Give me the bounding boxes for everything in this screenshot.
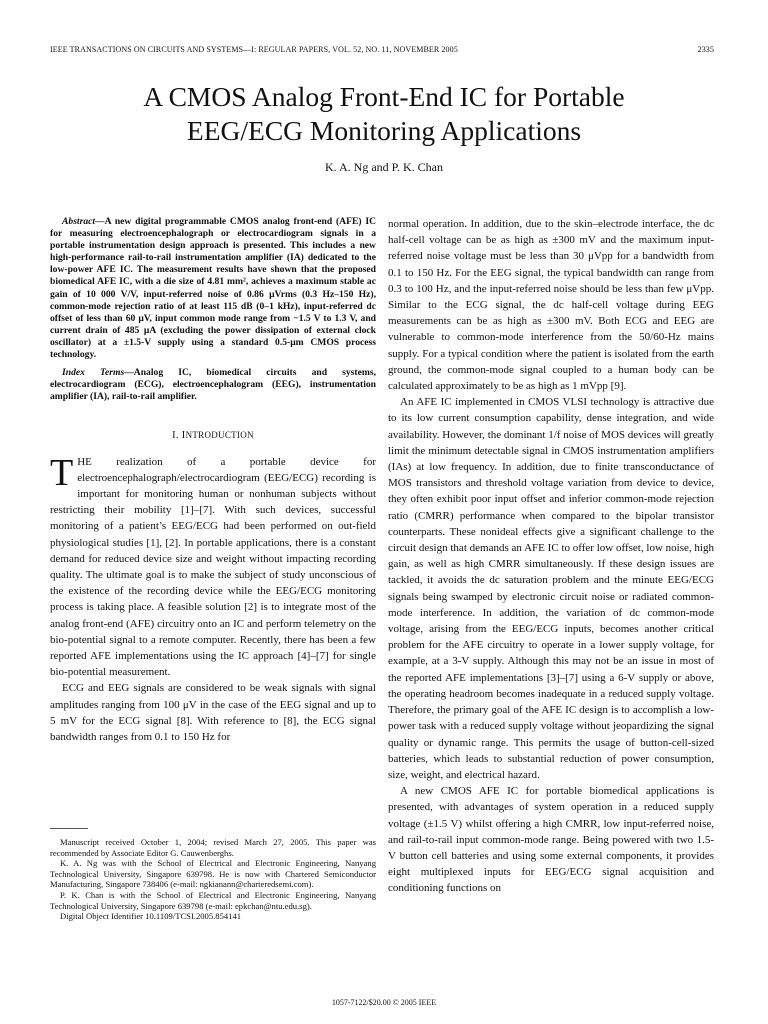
right-paragraph-3: A new CMOS AFE IC for portable biomedical applications is presented, with advantages of system operation in a reduced supply voltage (±1.5 V) whilst offering a high CMRR, low input-referred noise, and rail-to-rail input common-mode range. Being powered with two 1.5-V button cell batteries and using some external components, it provides eight multiplexed inputs for EEG/ECG signal acquisition and conditioning functions on — [388, 785, 714, 895]
intro-paragraph-2: ECG and EEG signals are considered to be weak signals with signal amplitudes ranging from 100 μV in the case of the EEG signal and up to 5 mV for the ECG signal [8]. With reference to [8], the ECG signal bandwidth ranges from 0.1 to 150 Hz for — [50, 682, 376, 744]
footnote-author-2: P. K. Chan is with the School of Electrical and Electronic Engineering, Nanyang Technological University, Singapore 639798 (e-mail: epkchan@ntu.edu.sg). — [50, 889, 376, 911]
section-name: NTRODUCTION — [185, 430, 254, 441]
right-paragraph-2: An AFE IC implemented in CMOS VLSI technology is attractive due to its low current consumption capability, dense integration, and wide availability. However, the dominant 1/f noise of MOS devices will greatly limit the minimum detectable signal in CMOS instrumentation amplifiers (IAs) at low frequency. In addition, due to finite transconductance of MOS transistors and threshold voltage variation from device to device, they often exhibit poor input offset and inferior common-mode rejection ratio (CMRR) performance when compared to the bipolar transistor counterparts. These nonideal effects give a significant challenge to the circuit design that demands an AFE IC to offer low offset, low noise, high gain, as well as high CMRR simultaneously. If these design issues are tackled, it avoids the dc saturation problem and the minute EEG/ECG signals being swamped by electronic circuit noise or radiated common-mode interference. In addition, the variation of dc common-mode voltage, arising from the EEG/ECG inputs, becomes another critical problem for the AFE circuitry to operate in a lower supply voltage, for example, at a 3-V supply. Although this may not be an issue in most of the reported AFE implementations [3]–[7] using a 6-V supply or above, the operating headroom becomes inadequate in a reduced supply voltage. Therefore, the primary goal of the AFE IC design is to accomplish a low-power task with a reduced supply voltage without jeopardizing the signal quality or dynamic range. This permits the usage of button-cell-sized batteries, which leads to substantial reduction of power consumption, size, weight, and electrical hazard. — [388, 396, 714, 781]
title-line-2: EEG/ECG Monitoring Applications — [186, 115, 582, 146]
section-numeral: I. I — [172, 430, 186, 442]
page-number: 2335 — [697, 45, 714, 54]
footnotes — [50, 837, 376, 922]
drop-cap: T — [50, 451, 74, 494]
intro-paragraph-1-text: HE realization of a portable device for electroencephalograph/electrocardiogram (EEG/ECG) recording is important for monitoring human or nonhuman subjects without restricting their mobility [1]–[7]. With such devices, successful monitoring of a patient’s EEG/ECG had been performed on out-field physiological studies [1], [2]. In portable applications, there is a constant demand for reduced device size and weight without impacting recording quality. The ultimate goal is to make the subject of study unconscious of the existence of the recording device while the EEG/ECG monitoring process is taking place. A feasible solution [2] is to integrate most of the analog front-end (AFE) circuitry onto an IC and perform telemetry on the bio-potential signal to a remote computer. Recently, there has been a few reported AFE implementations using the IC approach [4]–[7] for single bio-potential measurement. — [50, 455, 376, 679]
journal-name: IEEE TRANSACTIONS ON CIRCUITS AND SYSTEMS—I: REGULAR PAPERS, VOL. 52, NO. 11, NOVEMBER 2005 — [50, 45, 458, 54]
right-paragraph-1: normal operation. In addition, due to the skin–electrode interface, the dc half-cell voltage can be as high as ±300 mV and the maximum input-referred noise voltage must be less than 30 μVpp for a bandwidth from 0.1 to 150 Hz. For the EEG signal, the typical bandwidth can range from 0.3 to 100 Hz, and the input-referred noise should be less than few μVpp. Similar to the ECG signal, the dc half-cell voltage during EEG measurements can be as high as ±300 mV. Both ECG and EEG are vulnerable to common-mode interference from the 50/60-Hz mains supply. For a typical condition where the patient is isolated from the earth ground, the common-mode signal coupled to a human body can be calculated approximately to be as high as 1 mVpp [9]. — [388, 218, 714, 393]
index-terms-label: Index Terms— — [62, 367, 134, 379]
footnote-doi: Digital Object Identifier 10.1109/TCSI.2005.854141 — [60, 911, 242, 922]
intro-paragraph-1 — [50, 451, 376, 681]
footnote-rule — [50, 828, 88, 829]
footnote-manuscript: Manuscript received October 1, 2004; revised March 27, 2005. This paper was recommended by Associate Editor G. Cauwenberghs. — [50, 837, 376, 858]
section-heading-introduction — [50, 427, 376, 444]
right-column — [388, 216, 714, 897]
footnote-author-1: K. A. Ng was with the School of Electrical and Electronic Engineering, Nanyang Technological University, Singapore 639798. He is now with Chartered Semiconductor Manufacturing, Singapore 738406 (e-mail: ngkianann@charteredsemi.com). — [50, 858, 376, 890]
title-line-1: A CMOS Analog Front-End IC for Portable — [143, 81, 625, 112]
left-column — [50, 216, 376, 745]
running-header — [50, 45, 714, 54]
abstract-text: A new digital programmable CMOS analog front-end (AFE) IC for measuring electroencephalograph or electrocardiogram signals in a portable instrumentation design approach is presented. This includes a new high-performance rail-to-rail instrumentation amplifier (IA) dedicated to the low-power AFE IC. The measurement results have shown that the proposed biomedical AFE IC, with a die size of 4.81 mm², achieves a maximum stable ac gain of 10 000 V/V, input-referred noise of 0.86 μVrms (0.3 Hz–150 Hz), common-mode rejection ratio of at least 115 dB (0–1 kHz), input-referred dc offset of less than 60 μV, input common mode range from −1.5 V to 1.3 V, and current drain of 485 μA (excluding the power dissipation of external clock oscillator) at a ±1.5-V supply using a standard 0.5-μm CMOS process technology. — [50, 216, 376, 361]
abstract-label: Abstract— — [62, 216, 105, 227]
authors: K. A. Ng and P. K. Chan — [324, 160, 443, 174]
index-terms — [50, 367, 376, 403]
copyright-line: 1057-7122/$20.00 © 2005 IEEE — [331, 998, 437, 1007]
paper-title — [0, 80, 768, 148]
index-terms-text: Analog IC, biomedical circuits and systems, electrocardiogram (ECG), electroencephalogram (EEG), instrumentation amplifier (IA), rail-to-rail amplifier. — [50, 367, 376, 403]
abstract — [50, 216, 376, 361]
